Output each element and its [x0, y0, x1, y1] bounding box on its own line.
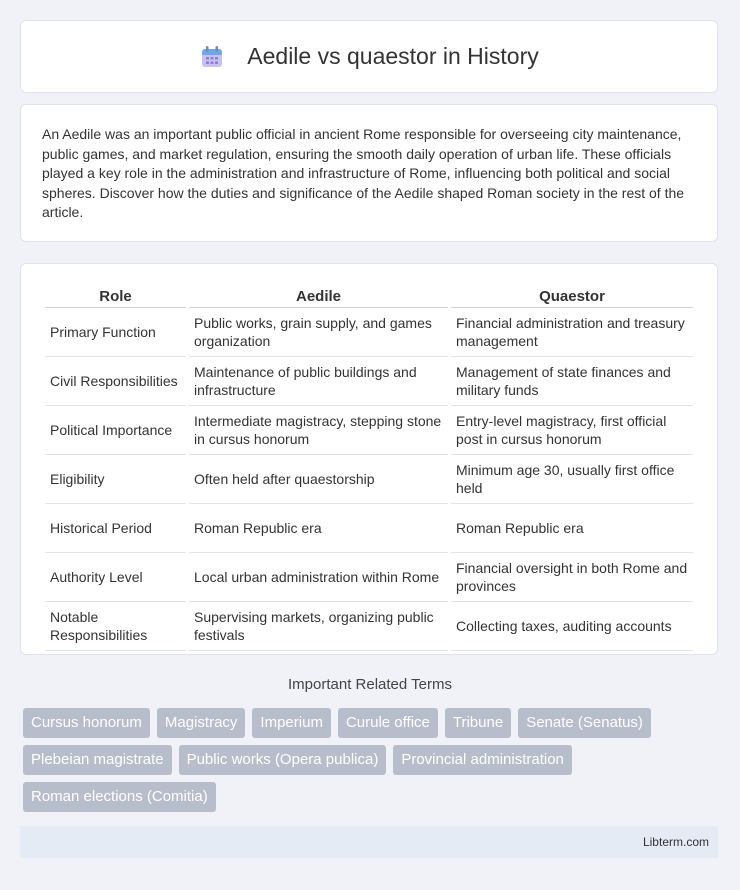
quaestor-cell: Financial administration and treasury management — [451, 308, 693, 357]
aedile-cell: Public works, grain supply, and games organization — [189, 308, 448, 357]
related-term-tag[interactable]: Roman elections (Comitia) — [23, 782, 216, 812]
aedile-cell: Local urban administration within Rome — [189, 553, 448, 602]
quaestor-cell: Management of state finances and military funds — [451, 357, 693, 406]
table-row — [45, 602, 693, 651]
row-label: Historical Period — [45, 504, 186, 553]
title-wrap — [199, 43, 538, 70]
row-label: Primary Function — [45, 308, 186, 357]
row-label: Civil Responsibilities — [45, 357, 186, 406]
related-term-tag[interactable]: Senate (Senatus) — [518, 708, 651, 738]
table-row — [45, 553, 693, 602]
related-term-tag[interactable]: Curule office — [338, 708, 438, 738]
related-terms-list — [23, 708, 723, 819]
aedile-cell: Roman Republic era — [189, 504, 448, 553]
intro-text: An Aedile was an important public official in ancient Rome responsible for overseeing city maintenance, public games, and market regulation, ensuring the smooth daily operation of urban life. These officials played a key role in the administration and infrastructure of Rome, influencing both political and social spheres. Discover how the duties and significance of the Aedile shaped Roman society in the rest of the article. — [42, 126, 685, 221]
header-quaestor: Quaestor — [451, 284, 693, 308]
table-row — [45, 308, 693, 357]
quaestor-cell: Minimum age 30, usually first office held — [451, 455, 693, 504]
aedile-cell: Maintenance of public buildings and infrastructure — [189, 357, 448, 406]
table-row — [45, 406, 693, 455]
quaestor-cell: Collecting taxes, auditing accounts — [451, 602, 693, 651]
related-term-tag[interactable]: Magistracy — [157, 708, 246, 738]
quaestor-cell: Roman Republic era — [451, 504, 693, 553]
row-label: Eligibility — [45, 455, 186, 504]
header-card — [20, 20, 718, 93]
comparison-table — [42, 284, 696, 651]
related-term-tag[interactable]: Public works (Opera publica) — [179, 745, 387, 775]
page-title: Aedile vs quaestor in History — [247, 43, 539, 69]
footer — [20, 826, 718, 858]
quaestor-cell: Financial oversight in both Rome and provinces — [451, 553, 693, 602]
table-row — [45, 455, 693, 504]
related-terms-title: Important Related Terms — [288, 676, 452, 693]
calendar-icon — [199, 44, 225, 70]
related-term-tag[interactable]: Tribune — [445, 708, 511, 738]
related-term-tag[interactable]: Imperium — [252, 708, 331, 738]
quaestor-cell: Entry-level magistracy, first official post in cursus honorum — [451, 406, 693, 455]
header-role: Role — [45, 284, 186, 308]
row-label: Authority Level — [45, 553, 186, 602]
table-row — [45, 504, 693, 553]
row-label: Political Importance — [45, 406, 186, 455]
table-row — [45, 357, 693, 406]
row-label: Notable Responsibilities — [45, 602, 186, 651]
aedile-cell: Often held after quaestorship — [189, 455, 448, 504]
intro-card — [20, 104, 718, 242]
table-header-row — [45, 284, 693, 308]
footer-site-link[interactable]: Libterm.com — [642, 835, 709, 849]
related-term-tag[interactable]: Cursus honorum — [23, 708, 150, 738]
header-aedile: Aedile — [189, 284, 448, 308]
aedile-cell: Intermediate magistracy, stepping stone in cursus honorum — [189, 406, 448, 455]
aedile-cell: Supervising markets, organizing public festivals — [189, 602, 448, 651]
comparison-table-card — [20, 263, 718, 655]
related-term-tag[interactable]: Plebeian magistrate — [23, 745, 172, 775]
related-term-tag[interactable]: Provincial administration — [393, 745, 572, 775]
